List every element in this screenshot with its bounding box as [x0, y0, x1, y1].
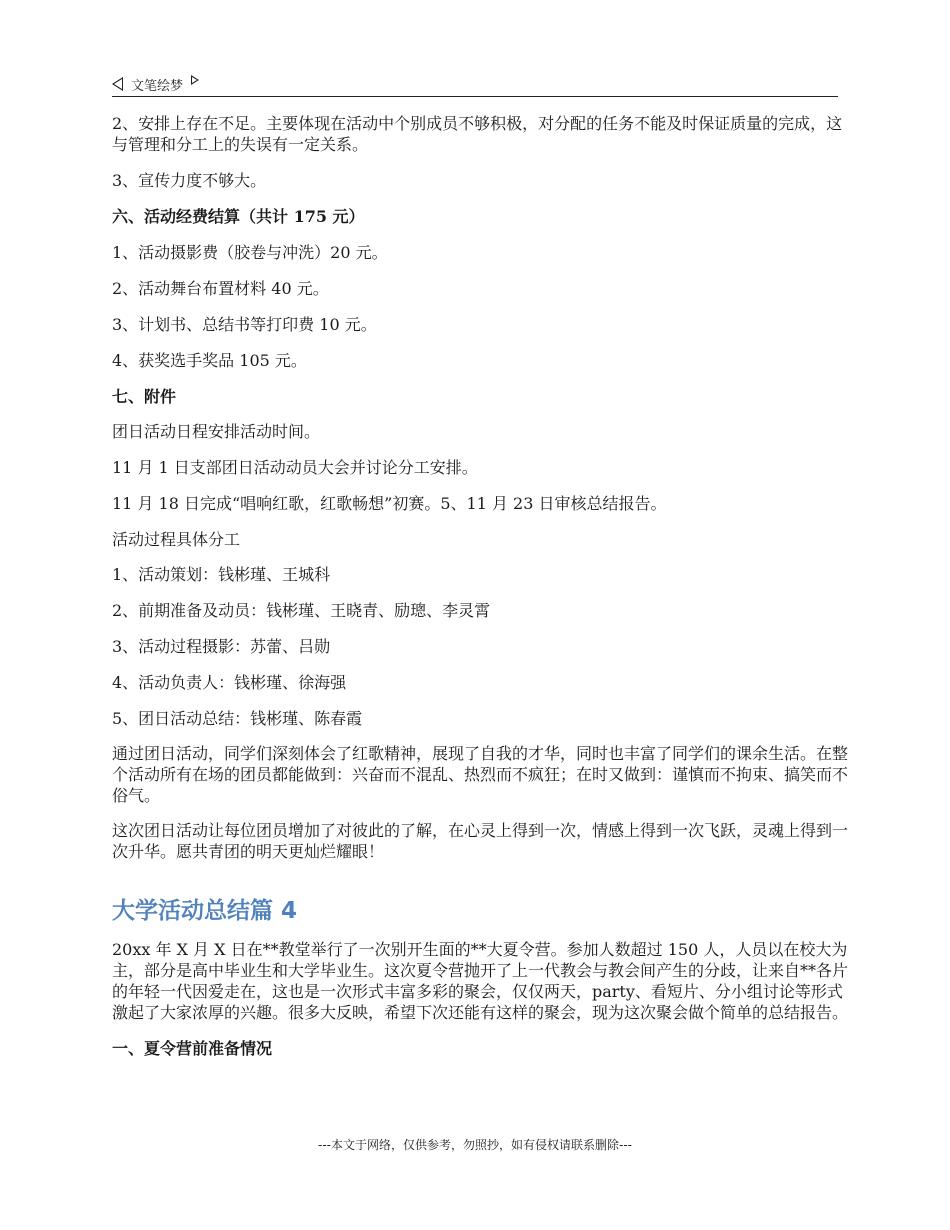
header-title: 文笔绘梦 — [131, 78, 184, 94]
paragraph: 3、计划书、总结书等打印费 10 元。 — [112, 315, 377, 334]
section-heading: 大学活动总结篇 4 — [112, 898, 298, 924]
paragraph: 2、安排上存在不足。主要体现在活动中个别成员不够积极，对分配的任务不能及时保证质量的完成，这与管理和分工上的失误有一定关系。 — [112, 114, 843, 154]
subheading: 七、附件 — [112, 387, 177, 406]
paragraph: 通过团日活动，同学们深刻体会了红歌精神，展现了自我的才华，同时也丰富了同学们的课余生活。在整个活动所有在场的团员都能做到：兴奋而不混乱、热烈而不疯狂；在时又做到：谨慎而不拘束、搞笑而不俗气。 — [112, 744, 849, 805]
paragraph: 20xx 年 X 月 X 日在**教堂举行了一次别开生面的**大夏令营。参加人数超过 150 人，人员以在校大为主，部分是高中毕业生和大学毕业生。这次夏令营抛开了上一代教会与教会间产生的分歧，让来自**各片的年轻一代因爱走在，这也是一次形式丰富多彩的聚会，仅仅两天，party、看短片、分小组讨论等形式激起了大家浓厚的兴趣。很多大反映，希望下次还能有这样的聚会，现为这次聚会做个简单的总结报告。 — [112, 940, 849, 1022]
paragraph: 活动过程具体分工 — [112, 530, 241, 549]
paragraph: 4、获奖选手奖品 105 元。 — [112, 351, 307, 370]
page-footer: ---本文于网络，仅供参考，勿照抄，如有侵权请联系删除--- — [318, 1138, 632, 1152]
paragraph: 3、活动过程摄影：苏蕾、吕勋 — [112, 637, 331, 656]
paragraph: 2、活动舞台布置材料 40 元。 — [112, 279, 329, 298]
subheading: 六、活动经费结算（共计 175 元） — [112, 207, 365, 226]
page-header — [112, 72, 838, 97]
triangle-left-icon — [112, 77, 123, 91]
document-body — [112, 113, 852, 1074]
paragraph: 3、宣传力度不够大。 — [112, 171, 267, 190]
paragraph: 2、前期准备及动员：钱彬瑾、王晓青、励璁、李灵霄 — [112, 601, 491, 620]
paragraph: 团日活动日程安排活动时间。 — [112, 422, 321, 441]
paragraph: 11 月 1 日支部团日活动动员大会并讨论分工安排。 — [112, 458, 478, 477]
paragraph: 11 月 18 日完成“唱响红歌，红歌畅想”初赛。5、11 月 23 日审核总结报告。 — [112, 494, 667, 513]
subheading: 一、夏令营前准备情况 — [112, 1039, 273, 1058]
paragraph: 1、活动摄影费（胶卷与冲洗）20 元。 — [112, 243, 388, 262]
paragraph: 5、团日活动总结：钱彬瑾、陈春霞 — [112, 709, 363, 728]
paragraph: 4、活动负责人：钱彬瑾、徐海强 — [112, 673, 347, 692]
triangle-right-icon — [191, 75, 199, 85]
paragraph: 1、活动策划：钱彬瑾、王城科 — [112, 565, 331, 584]
paragraph: 这次团日活动让每位团员增加了对彼此的了解，在心灵上得到一次，情感上得到一次飞跃，灵魂上得到一次升华。愿共青团的明天更灿烂耀眼！ — [112, 821, 849, 861]
